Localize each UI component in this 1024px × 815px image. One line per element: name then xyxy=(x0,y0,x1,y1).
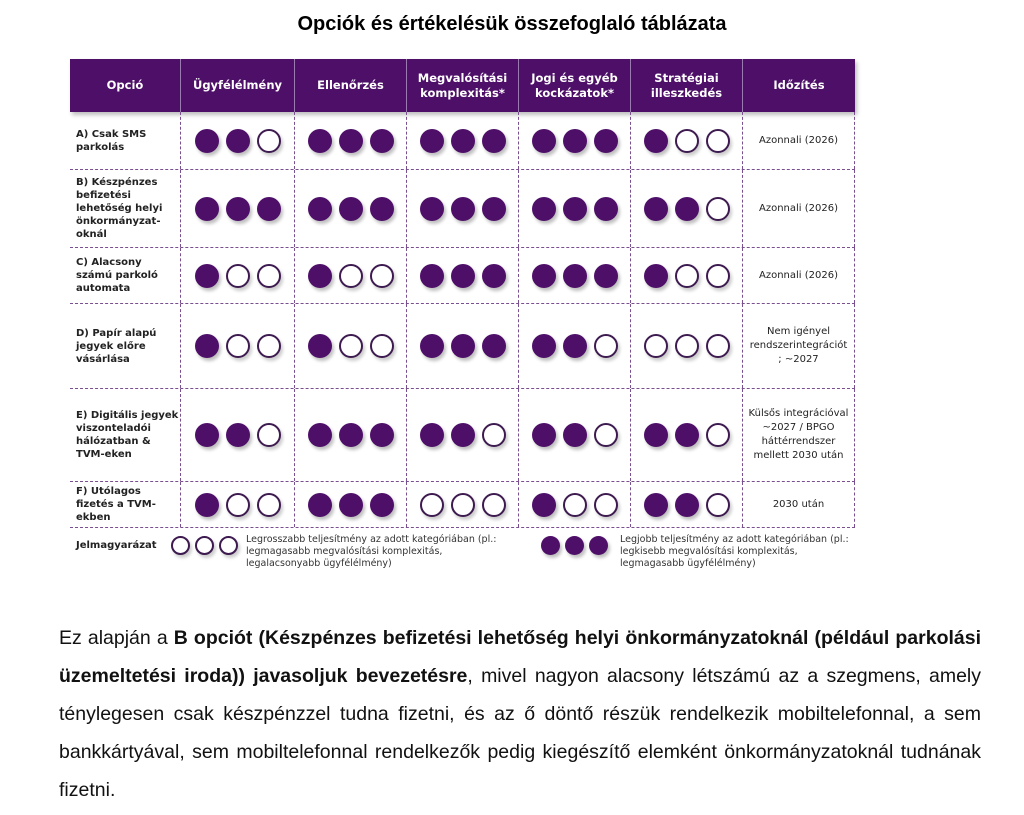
score-cell-implementation-complexity xyxy=(407,389,519,481)
filled-circle-icon xyxy=(370,423,394,447)
paragraph-intro: Ez alapján a xyxy=(59,627,174,649)
score-cell-legal-risks xyxy=(519,304,631,388)
empty-circle-icon xyxy=(339,334,363,358)
option-cell xyxy=(70,482,181,527)
score-cell-control xyxy=(295,112,407,169)
score-cell-control xyxy=(295,304,407,388)
filled-circle-icon xyxy=(195,264,219,288)
empty-circle-icon xyxy=(257,493,281,517)
recommendation-paragraph xyxy=(59,619,981,809)
filled-circle-icon xyxy=(308,493,332,517)
option-label: E) Digitális jegyek viszonteladói hálózatban & TVM-eken xyxy=(76,410,179,460)
timing-cell xyxy=(743,482,855,527)
header-option: Opció xyxy=(70,59,181,112)
filled-circle-icon xyxy=(541,536,560,555)
filled-circle-icon xyxy=(532,264,556,288)
score-cell-customer-experience xyxy=(181,304,295,388)
filled-circle-icon xyxy=(308,334,332,358)
option-label: D) Papír alapú jegyek előre vásárlása xyxy=(76,327,157,365)
filled-circle-icon xyxy=(594,129,618,153)
timing-cell xyxy=(743,248,855,303)
filled-circle-icon xyxy=(339,129,363,153)
empty-circle-icon xyxy=(195,536,214,555)
table-row xyxy=(70,389,855,482)
legend-best-dots xyxy=(541,536,608,555)
table-row xyxy=(70,304,855,389)
filled-circle-icon xyxy=(370,493,394,517)
filled-circle-icon xyxy=(195,197,219,221)
filled-circle-icon xyxy=(451,264,475,288)
filled-circle-icon xyxy=(563,334,587,358)
empty-circle-icon xyxy=(226,264,250,288)
filled-circle-icon xyxy=(644,493,668,517)
filled-circle-icon xyxy=(532,334,556,358)
score-cell-strategic-fit xyxy=(631,482,743,527)
empty-circle-icon xyxy=(257,423,281,447)
empty-circle-icon xyxy=(257,264,281,288)
score-cell-legal-risks xyxy=(519,248,631,303)
filled-circle-icon xyxy=(420,129,444,153)
option-cell xyxy=(70,389,181,481)
filled-circle-icon xyxy=(644,129,668,153)
table-row xyxy=(70,482,855,528)
score-cell-customer-experience xyxy=(181,389,295,481)
filled-circle-icon xyxy=(451,423,475,447)
filled-circle-icon xyxy=(226,197,250,221)
legend-title: Jelmagyarázat xyxy=(76,540,157,551)
filled-circle-icon xyxy=(594,264,618,288)
filled-circle-icon xyxy=(594,197,618,221)
score-cell-strategic-fit xyxy=(631,112,743,169)
filled-circle-icon xyxy=(563,197,587,221)
empty-circle-icon xyxy=(257,334,281,358)
filled-circle-icon xyxy=(532,197,556,221)
empty-circle-icon xyxy=(482,493,506,517)
score-cell-control xyxy=(295,389,407,481)
score-cell-legal-risks xyxy=(519,112,631,169)
option-cell xyxy=(70,248,181,303)
timing-cell xyxy=(743,170,855,247)
empty-circle-icon xyxy=(482,423,506,447)
option-label: F) Utólagos fizetés a TVM-ekben xyxy=(76,486,156,523)
filled-circle-icon xyxy=(226,423,250,447)
filled-circle-icon xyxy=(482,264,506,288)
timing-text: Azonnali (2026) xyxy=(759,269,838,281)
legend-worst-dots xyxy=(171,536,238,555)
empty-circle-icon xyxy=(706,264,730,288)
empty-circle-icon xyxy=(706,423,730,447)
filled-circle-icon xyxy=(451,129,475,153)
header-strategic-fit: Stratégiai illeszkedés xyxy=(631,59,743,112)
filled-circle-icon xyxy=(195,129,219,153)
score-cell-implementation-complexity xyxy=(407,112,519,169)
table-header xyxy=(70,59,855,112)
empty-circle-icon xyxy=(706,334,730,358)
timing-cell xyxy=(743,304,855,388)
empty-circle-icon xyxy=(219,536,238,555)
filled-circle-icon xyxy=(563,264,587,288)
filled-circle-icon xyxy=(482,197,506,221)
filled-circle-icon xyxy=(563,129,587,153)
score-cell-legal-risks xyxy=(519,170,631,247)
score-cell-strategic-fit xyxy=(631,248,743,303)
score-cell-strategic-fit xyxy=(631,170,743,247)
option-cell xyxy=(70,304,181,388)
score-cell-implementation-complexity xyxy=(407,482,519,527)
option-label: C) Alacsony számú parkoló automata xyxy=(76,257,158,294)
score-cell-implementation-complexity xyxy=(407,248,519,303)
filled-circle-icon xyxy=(482,334,506,358)
empty-circle-icon xyxy=(675,264,699,288)
score-cell-strategic-fit xyxy=(631,304,743,388)
filled-circle-icon xyxy=(420,197,444,221)
score-cell-control xyxy=(295,482,407,527)
empty-circle-icon xyxy=(706,493,730,517)
empty-circle-icon xyxy=(339,264,363,288)
timing-text: Nem igényel rendszerintegrációt ; ~2027 xyxy=(749,326,848,365)
score-cell-implementation-complexity xyxy=(407,304,519,388)
filled-circle-icon xyxy=(675,493,699,517)
filled-circle-icon xyxy=(195,334,219,358)
filled-circle-icon xyxy=(644,197,668,221)
score-cell-customer-experience xyxy=(181,482,295,527)
option-label: A) Csak SMS parkolás xyxy=(76,128,147,153)
filled-circle-icon xyxy=(308,423,332,447)
empty-circle-icon xyxy=(226,334,250,358)
filled-circle-icon xyxy=(308,197,332,221)
table-row xyxy=(70,112,855,170)
header-timing: Időzítés xyxy=(773,78,825,92)
empty-circle-icon xyxy=(257,129,281,153)
filled-circle-icon xyxy=(675,197,699,221)
empty-circle-icon xyxy=(675,129,699,153)
filled-circle-icon xyxy=(257,197,281,221)
empty-circle-icon xyxy=(706,129,730,153)
filled-circle-icon xyxy=(644,423,668,447)
filled-circle-icon xyxy=(565,536,584,555)
score-cell-strategic-fit xyxy=(631,389,743,481)
score-cell-legal-risks xyxy=(519,389,631,481)
filled-circle-icon xyxy=(370,197,394,221)
filled-circle-icon xyxy=(532,493,556,517)
table-title: Opciók és értékelésük összefoglaló táblázata xyxy=(297,13,727,35)
filled-circle-icon xyxy=(563,423,587,447)
empty-circle-icon xyxy=(451,493,475,517)
timing-cell xyxy=(743,389,855,481)
filled-circle-icon xyxy=(420,264,444,288)
timing-text: 2030 után xyxy=(772,498,825,510)
filled-circle-icon xyxy=(339,493,363,517)
empty-circle-icon xyxy=(226,493,250,517)
score-cell-implementation-complexity xyxy=(407,170,519,247)
timing-text: Azonnali (2026) xyxy=(759,202,838,214)
empty-circle-icon xyxy=(706,197,730,221)
empty-circle-icon xyxy=(644,334,668,358)
score-cell-customer-experience xyxy=(181,170,295,247)
filled-circle-icon xyxy=(226,129,250,153)
empty-circle-icon xyxy=(370,264,394,288)
filled-circle-icon xyxy=(308,129,332,153)
filled-circle-icon xyxy=(420,423,444,447)
option-cell xyxy=(70,112,181,169)
empty-circle-icon xyxy=(675,334,699,358)
filled-circle-icon xyxy=(644,264,668,288)
score-cell-legal-risks xyxy=(519,482,631,527)
filled-circle-icon xyxy=(451,197,475,221)
score-cell-customer-experience xyxy=(181,112,295,169)
paragraph-rest: , mivel nagyon alacsony létszámú az a szegmens, amely ténylegesen csak készpénzzel tudna fizetni, és az ő döntő részük rendelkezik mobiltelefonnal, a sem bankkártyával, sem mobiltelefonnal rendelkezők pedig kiegészítő elemként önkormányzatoknál tudnának fizetni. xyxy=(59,665,981,801)
score-cell-customer-experience xyxy=(181,248,295,303)
empty-circle-icon xyxy=(594,423,618,447)
empty-circle-icon xyxy=(171,536,190,555)
legend xyxy=(70,532,870,582)
empty-circle-icon xyxy=(420,493,444,517)
filled-circle-icon xyxy=(532,423,556,447)
score-cell-control xyxy=(295,248,407,303)
filled-circle-icon xyxy=(339,423,363,447)
legend-best-text: Legjobb teljesítmény az adott kategóriában (pl.: legkisebb megvalósítási komplexitás, legmagasabb ügyfélélmény) xyxy=(620,534,849,569)
option-label: B) Készpénzes befizetési lehetőség helyi önkormányzat-oknál xyxy=(76,177,163,240)
header-control: Ellenőrzés xyxy=(295,59,407,112)
filled-circle-icon xyxy=(308,264,332,288)
filled-circle-icon xyxy=(532,129,556,153)
legend-worst-text: Legrosszabb teljesítmény az adott kategóriában (pl.: legmagasabb megvalósítási komplexitás, legalacsonyabb ügyfélélmény) xyxy=(246,534,497,569)
filled-circle-icon xyxy=(482,129,506,153)
header-legal-risks: Jogi és egyéb kockázatok* xyxy=(519,59,631,112)
option-cell xyxy=(70,170,181,247)
header-implementation-complexity: Megvalósítási komplexitás* xyxy=(407,59,519,112)
filled-circle-icon xyxy=(339,197,363,221)
paragraph-recommendation: B opciót (Készpénzes befizetési lehetőség helyi önkormányzatoknál (például parkolási üzemeltetési iroda)) javasoljuk bevezetésre xyxy=(59,627,982,687)
empty-circle-icon xyxy=(594,334,618,358)
empty-circle-icon xyxy=(563,493,587,517)
filled-circle-icon xyxy=(420,334,444,358)
timing-cell xyxy=(743,112,855,169)
filled-circle-icon xyxy=(589,536,608,555)
filled-circle-icon xyxy=(451,334,475,358)
header-customer-experience: Ügyfélélmény xyxy=(181,59,295,112)
score-cell-control xyxy=(295,170,407,247)
filled-circle-icon xyxy=(370,129,394,153)
filled-circle-icon xyxy=(675,423,699,447)
timing-text: Azonnali (2026) xyxy=(759,134,838,146)
filled-circle-icon xyxy=(195,423,219,447)
empty-circle-icon xyxy=(370,334,394,358)
filled-circle-icon xyxy=(195,493,219,517)
table-row xyxy=(70,170,855,248)
timing-text: Külsős integrációval ~2027 / BPGO háttérrendszer mellett 2030 után xyxy=(748,408,849,461)
empty-circle-icon xyxy=(594,493,618,517)
table-row xyxy=(70,248,855,304)
